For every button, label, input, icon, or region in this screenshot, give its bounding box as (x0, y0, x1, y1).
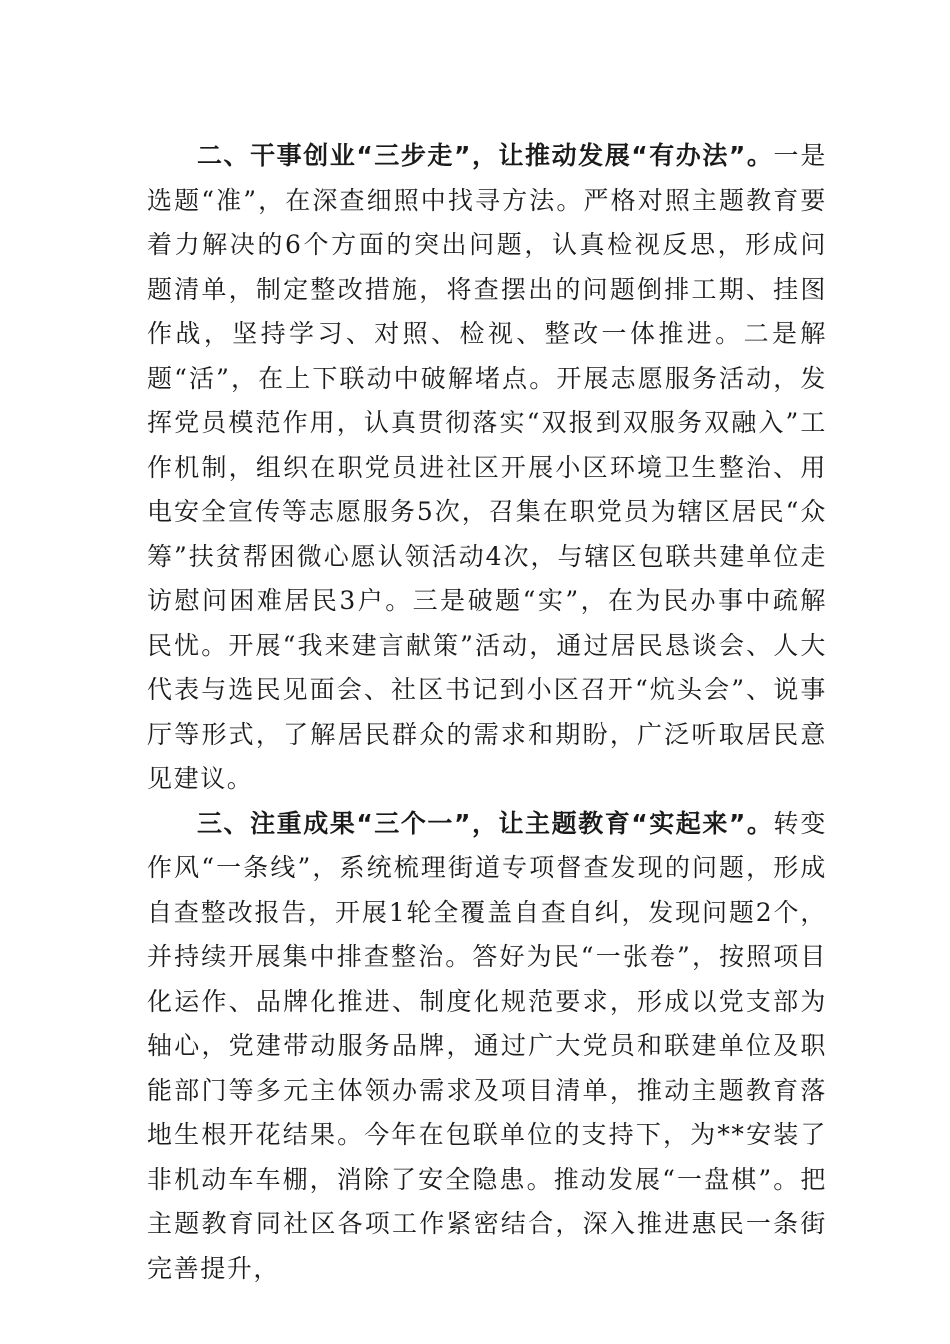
section-two-heading: 二、干事创业“三步走”，让推动发展“有办法”。 (197, 141, 774, 170)
section-three-heading: 三、注重成果“三个一”，让主题教育“实起来”。 (197, 808, 774, 838)
paragraph-section-three (147, 802, 827, 1292)
document-body (147, 134, 827, 1291)
section-two-body: 一是选题“准”，在深查细照中找寻方法。严格对照主题教育要着力解决的6个方面的突出问题，认真检视反思，形成问题清单，制定整改措施，将查摆出的问题倒排工期、挂图作战，坚持学习、对照、检视、整改一体推进。二是解题“活”，在上下联动中破解堵点。开展志愿服务活动，发挥党员模范作用，认真贯彻落实“双报到双服务双融入”工作机制，组织在职党员进社区开展小区环境卫生整治、用电安全宣传等志愿服务5次，召集在职党员为辖区居民“众筹”扶贫帮困微心愿认领活动4次，与辖区包联共建单位走访慰问困难居民3户。三是破题“实”，在为民办事中疏解民忧。开展“我来建言献策”活动，通过居民恳谈会、人大代表与选民见面会、社区书记到小区召开“炕头会”、说事厅等形式，了解居民群众的需求和期盼，广泛听取居民意见建议。 (147, 141, 828, 793)
paragraph-section-two (147, 134, 827, 802)
section-three-body: 转变作风“一条线”，系统梳理街道专项督查发现的问题，形成自查整改报告，开展1轮全覆盖自查自纠，发现问题2个，并持续开展集中排查整治。答好为民“一张卷”，按照项目化运作、品牌化推进、制度化规范要求，形成以党支部为轴心，党建带动服务品牌，通过广大党员和联建单位及职能部门等多元主体领办需求及项目清单，推动主题教育落地生根开花结果。今年在包联单位的支持下，为**安装了非机动车车棚，消除了安全隐患。推动发展“一盘棋”。把主题教育同社区各项工作紧密结合，深入推进惠民一条街完善提升， (147, 808, 828, 1283)
